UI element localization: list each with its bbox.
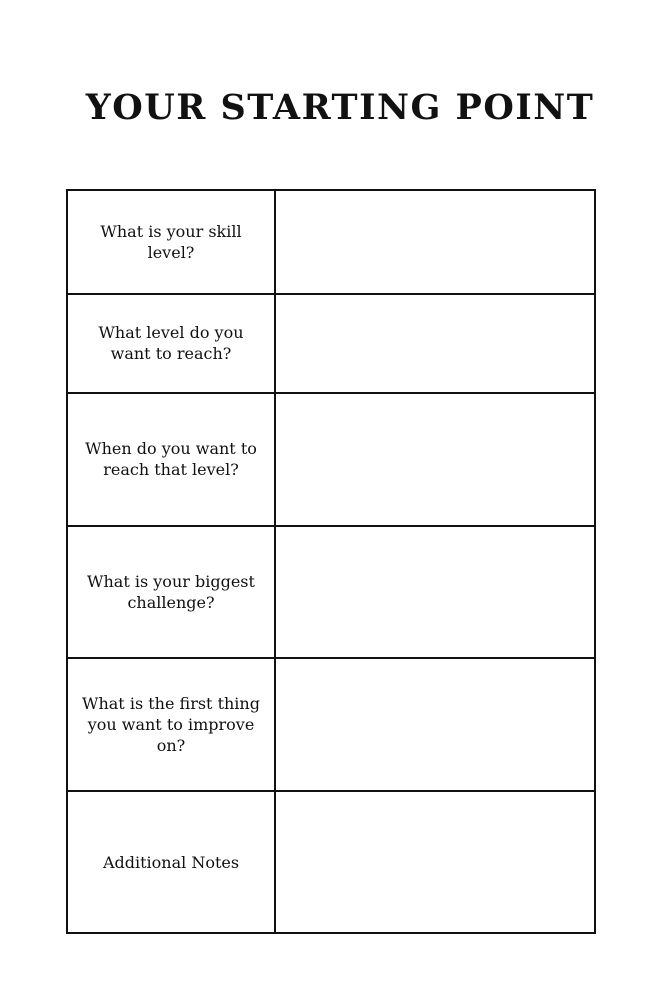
answer-cell-skill-level[interactable] bbox=[275, 190, 595, 294]
answer-cell-additional-notes[interactable] bbox=[275, 791, 595, 933]
question-additional-notes: Additional Notes bbox=[67, 791, 275, 933]
answer-cell-target-level[interactable] bbox=[275, 294, 595, 394]
question-first-improvement: What is the first thing you want to improve on? bbox=[67, 658, 275, 791]
page-title: YOUR STARTING POINT bbox=[85, 87, 595, 128]
table-row bbox=[67, 791, 595, 933]
table-row bbox=[67, 526, 595, 659]
table-row bbox=[67, 393, 595, 526]
answer-cell-biggest-challenge[interactable] bbox=[275, 526, 595, 659]
question-timeline: When do you want to reach that level? bbox=[67, 393, 275, 526]
question-target-level: What level do you want to reach? bbox=[67, 294, 275, 394]
question-biggest-challenge: What is your biggest challenge? bbox=[67, 526, 275, 659]
answer-cell-first-improvement[interactable] bbox=[275, 658, 595, 791]
starting-point-table bbox=[66, 189, 596, 934]
question-skill-level: What is your skill level? bbox=[67, 190, 275, 294]
table-row bbox=[67, 294, 595, 394]
table-row bbox=[67, 658, 595, 791]
table-row bbox=[67, 190, 595, 294]
answer-cell-timeline[interactable] bbox=[275, 393, 595, 526]
